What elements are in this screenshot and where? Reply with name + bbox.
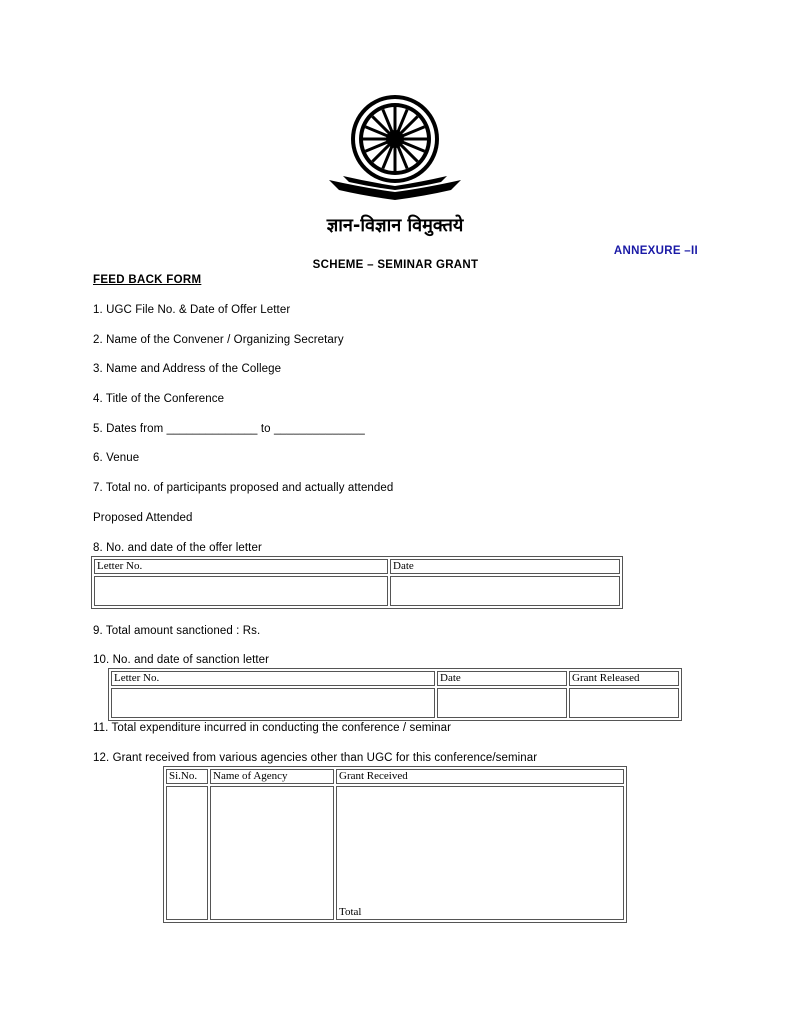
logo-motto: ज्ञान-विज्ञान विमुक्तये	[326, 215, 464, 236]
cell-letter-no[interactable]	[111, 688, 435, 718]
col-grant-received: Grant Received	[336, 769, 624, 784]
col-agency-name: Name of Agency	[210, 769, 334, 784]
total-label: Total	[339, 906, 362, 918]
annexure-label: ANNEXURE –II	[613, 245, 698, 257]
col-si-no: Si.No.	[166, 769, 208, 784]
cell-grant-released[interactable]	[569, 688, 679, 718]
scheme-title: SCHEME – SEMINAR GRANT	[312, 259, 479, 271]
cell-si-no[interactable]	[166, 786, 208, 920]
item-proposed-attended: Proposed Attended	[93, 512, 193, 524]
item-conference-title: 4. Title of the Conference	[93, 393, 225, 405]
sanction-letter-table	[108, 668, 682, 721]
item-other-agencies: 12. Grant received from various agencies other than UGC for this conference/seminar	[93, 752, 538, 764]
cell-date[interactable]	[390, 576, 620, 606]
item-convener: 2. Name of the Convener / Organizing Secretary	[93, 334, 344, 346]
ugc-logo	[325, 92, 465, 202]
col-letter-no: Letter No.	[111, 671, 435, 686]
cell-letter-no[interactable]	[94, 576, 388, 606]
col-date: Date	[390, 559, 620, 574]
item-venue: 6. Venue	[93, 452, 140, 464]
col-letter-no: Letter No.	[94, 559, 388, 574]
item-dates: 5. Dates from ______________ to ______________	[93, 423, 365, 435]
col-grant-released: Grant Released	[569, 671, 679, 686]
offer-letter-table	[91, 556, 623, 609]
form-title: FEED BACK FORM	[93, 274, 202, 286]
item-participants: 7. Total no. of participants proposed and actually attended	[93, 482, 394, 494]
item-college: 3. Name and Address of the College	[93, 363, 282, 375]
item-sanction-letter: 10. No. and date of sanction letter	[93, 654, 270, 666]
agency-grant-table	[163, 766, 627, 923]
item-expenditure: 11. Total expenditure incurred in conducting the conference / seminar	[93, 722, 452, 734]
item-offer-letter: 8. No. and date of the offer letter	[93, 542, 262, 554]
cell-date[interactable]	[437, 688, 567, 718]
cell-grant-received[interactable]	[336, 786, 624, 920]
col-date: Date	[437, 671, 567, 686]
item-file-no: 1. UGC File No. & Date of Offer Letter	[93, 304, 291, 316]
item-amount-sanctioned: 9. Total amount sanctioned : Rs.	[93, 625, 261, 637]
cell-agency-name[interactable]	[210, 786, 334, 920]
